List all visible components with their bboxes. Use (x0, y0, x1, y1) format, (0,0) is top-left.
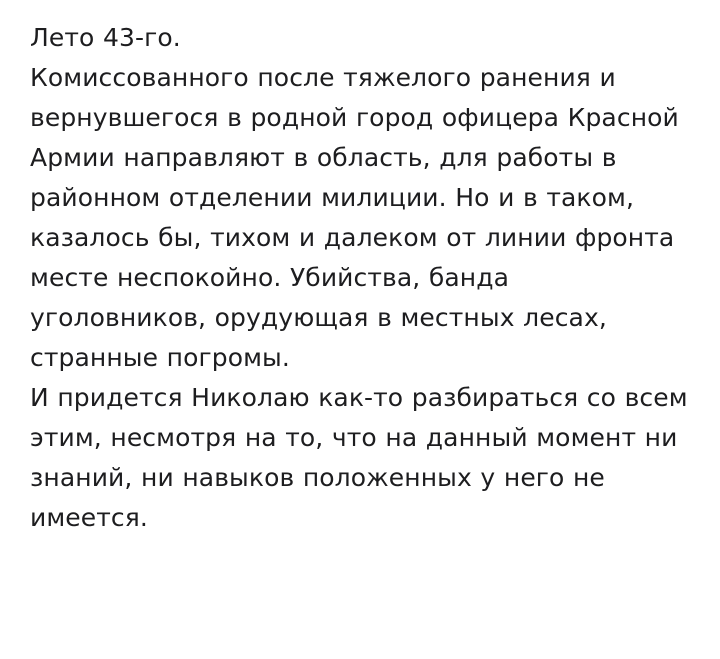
paragraph-conclusion: И придется Николаю как-то разбираться со всем этим, несмотря на то, что на данный момент ни знаний, ни навыков положенных у него не имеется. (30, 383, 688, 532)
document-text-block (30, 18, 690, 538)
paragraph-intro: Лето 43-го. (30, 23, 181, 52)
paragraph-synopsis: Комиссованного после тяжелого ранения и вернувшегося в родной город офицера Красной Армии направляют в область, для работы в районном отделении милиции. Но и в таком, казалось бы, тихом и далеком от линии фронта месте неспокойно. Убийства, банда уголовников, орудующая в местных лесах, странные погромы. (30, 63, 679, 372)
